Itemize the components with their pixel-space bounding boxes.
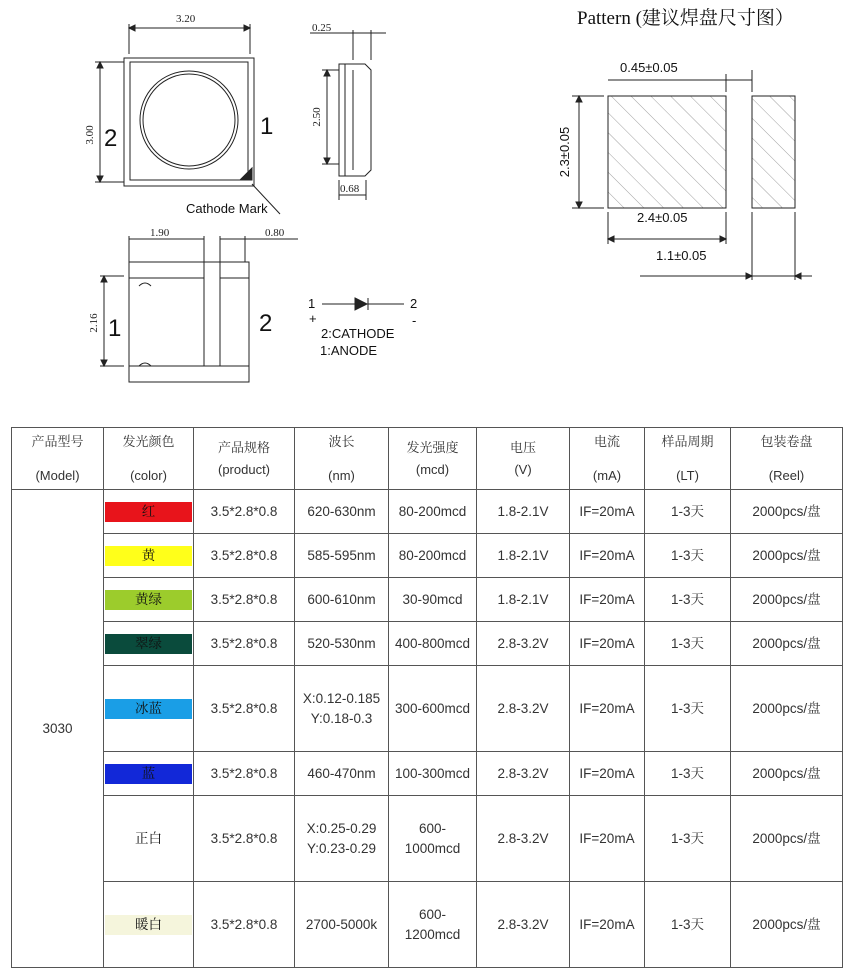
color-cell: [104, 752, 194, 796]
table-header-row: [12, 428, 843, 490]
wavelength-cell: X:0.12-0.185 Y:0.18-0.3: [295, 666, 389, 752]
reel-cell: 2000pcs/盘: [731, 622, 843, 666]
voltage-cell: 1.8-2.1V: [477, 490, 570, 534]
wavelength-cell: X:0.25-0.29 Y:0.23-0.29: [295, 796, 389, 882]
intensity-cell: 100-300mcd: [389, 752, 477, 796]
schematic-pin2: 2: [410, 296, 418, 311]
color-swatch: 蓝: [105, 764, 192, 784]
current-cell: IF=20mA: [570, 796, 645, 882]
top-width-dim: 3.20: [176, 13, 196, 25]
intensity-cell: 600- 1000mcd: [389, 796, 477, 882]
spec-cell: 3.5*2.8*0.8: [194, 752, 295, 796]
spec-cell: 3.5*2.8*0.8: [194, 490, 295, 534]
bottom-pin-left-label: 1: [108, 315, 122, 342]
color-cell: [104, 796, 194, 882]
color-cell: [104, 490, 194, 534]
color-cell: [104, 622, 194, 666]
intensity-cell: 600- 1200mcd: [389, 882, 477, 968]
color-swatch: 正白: [105, 829, 192, 849]
side-depth-dim: 0.68: [340, 183, 360, 195]
pattern-title: Pattern (建议焊盘尺寸图）: [577, 8, 794, 29]
pattern-top-dim: 0.45±0.05: [620, 60, 678, 75]
color-swatch: 冰蓝: [105, 699, 192, 719]
side-height-dim: 2.50: [311, 107, 323, 127]
reel-cell: 2000pcs/盘: [731, 490, 843, 534]
wavelength-cell: 520-530nm: [295, 622, 389, 666]
pattern-pad-dim: 2.4±0.05: [637, 210, 688, 225]
current-cell: IF=20mA: [570, 882, 645, 968]
intensity-cell: 400-800mcd: [389, 622, 477, 666]
header-reel: 包装卷盘 (Reel): [731, 428, 843, 490]
wavelength-cell: 600-610nm: [295, 578, 389, 622]
voltage-cell: 2.8-3.2V: [477, 752, 570, 796]
current-cell: IF=20mA: [570, 752, 645, 796]
table-row: [12, 578, 843, 622]
color-swatch: 黄绿: [105, 590, 192, 610]
wavelength-cell: 2700-5000k: [295, 882, 389, 968]
bottom-gap-dim: 0.80: [265, 227, 285, 239]
header-lt: 样品周期 (LT): [645, 428, 731, 490]
spec-cell: 3.5*2.8*0.8: [194, 578, 295, 622]
pattern-small-pad-dim: 1.1±0.05: [656, 248, 707, 263]
voltage-cell: 2.8-3.2V: [477, 796, 570, 882]
lt-cell: 1-3天: [645, 622, 731, 666]
current-cell: IF=20mA: [570, 534, 645, 578]
bottom-view: [100, 236, 298, 382]
voltage-cell: 2.8-3.2V: [477, 622, 570, 666]
cathode-mark-label: Cathode Mark: [186, 201, 268, 216]
table-row: [12, 534, 843, 578]
intensity-cell: 80-200mcd: [389, 490, 477, 534]
voltage-cell: 1.8-2.1V: [477, 578, 570, 622]
intensity-cell: 80-200mcd: [389, 534, 477, 578]
table-row: [12, 490, 843, 534]
lt-cell: 1-3天: [645, 882, 731, 968]
lt-cell: 1-3天: [645, 578, 731, 622]
reel-cell: 2000pcs/盘: [731, 666, 843, 752]
current-cell: IF=20mA: [570, 622, 645, 666]
spec-cell: 3.5*2.8*0.8: [194, 882, 295, 968]
bottom-pad-width-dim: 1.90: [150, 227, 170, 239]
reel-cell: 2000pcs/盘: [731, 534, 843, 578]
schematic-plus: +: [309, 311, 317, 326]
spec-cell: 3.5*2.8*0.8: [194, 796, 295, 882]
bottom-height-dim: 2.16: [88, 313, 100, 333]
color-cell: [104, 882, 194, 968]
header-current: 电流 (mA): [570, 428, 645, 490]
header-wavelength: 波长 (nm): [295, 428, 389, 490]
header-voltage: 电压 (V): [477, 428, 570, 490]
reel-cell: 2000pcs/盘: [731, 882, 843, 968]
anode-label: 1:ANODE: [320, 343, 378, 358]
table-row: [12, 752, 843, 796]
color-swatch: 红: [105, 502, 192, 522]
spec-table: [11, 427, 843, 968]
top-view: [95, 24, 280, 214]
table-row: [12, 882, 843, 968]
cathode-label: 2:CATHODE: [321, 326, 395, 341]
lt-cell: 1-3天: [645, 796, 731, 882]
header-product: 产品规格 (product): [194, 428, 295, 490]
wavelength-cell: 620-630nm: [295, 490, 389, 534]
side-lead-dim: 0.25: [312, 22, 332, 34]
lt-cell: 1-3天: [645, 534, 731, 578]
intensity-cell: 30-90mcd: [389, 578, 477, 622]
header-color: 发光颜色 (color): [104, 428, 194, 490]
header-intensity: 发光强度 (mcd): [389, 428, 477, 490]
table-row: [12, 666, 843, 752]
current-cell: IF=20mA: [570, 578, 645, 622]
color-cell: [104, 534, 194, 578]
lt-cell: 1-3天: [645, 752, 731, 796]
spec-cell: 3.5*2.8*0.8: [194, 666, 295, 752]
color-cell: [104, 578, 194, 622]
lt-cell: 1-3天: [645, 666, 731, 752]
voltage-cell: 2.8-3.2V: [477, 666, 570, 752]
led-dimension-drawing: [0, 0, 847, 410]
current-cell: IF=20mA: [570, 490, 645, 534]
color-swatch: 翠绿: [105, 634, 192, 654]
top-height-dim: 3.00: [84, 125, 96, 145]
diode-symbol-icon: [322, 298, 404, 310]
voltage-cell: 2.8-3.2V: [477, 882, 570, 968]
reel-cell: 2000pcs/盘: [731, 752, 843, 796]
reel-cell: 2000pcs/盘: [731, 796, 843, 882]
color-cell: [104, 666, 194, 752]
top-pin-left-label: 2: [104, 125, 118, 152]
intensity-cell: 300-600mcd: [389, 666, 477, 752]
header-model: 产品型号 (Model): [12, 428, 104, 490]
table-row: [12, 622, 843, 666]
color-swatch: 暖白: [105, 915, 192, 935]
schematic-minus: -: [412, 313, 417, 328]
lt-cell: 1-3天: [645, 490, 731, 534]
spec-cell: 3.5*2.8*0.8: [194, 534, 295, 578]
pattern-height-dim: 2.3±0.05: [557, 126, 572, 178]
top-pin-right-label: 1: [260, 113, 274, 140]
wavelength-cell: 460-470nm: [295, 752, 389, 796]
reel-cell: 2000pcs/盘: [731, 578, 843, 622]
model-cell: 3030: [12, 490, 104, 968]
bottom-pin-right-label: 2: [259, 310, 273, 337]
spec-cell: 3.5*2.8*0.8: [194, 622, 295, 666]
wavelength-cell: 585-595nm: [295, 534, 389, 578]
schematic-pin1: 1: [308, 296, 316, 311]
color-swatch: 黄: [105, 546, 192, 566]
voltage-cell: 1.8-2.1V: [477, 534, 570, 578]
table-row: [12, 796, 843, 882]
current-cell: IF=20mA: [570, 666, 645, 752]
